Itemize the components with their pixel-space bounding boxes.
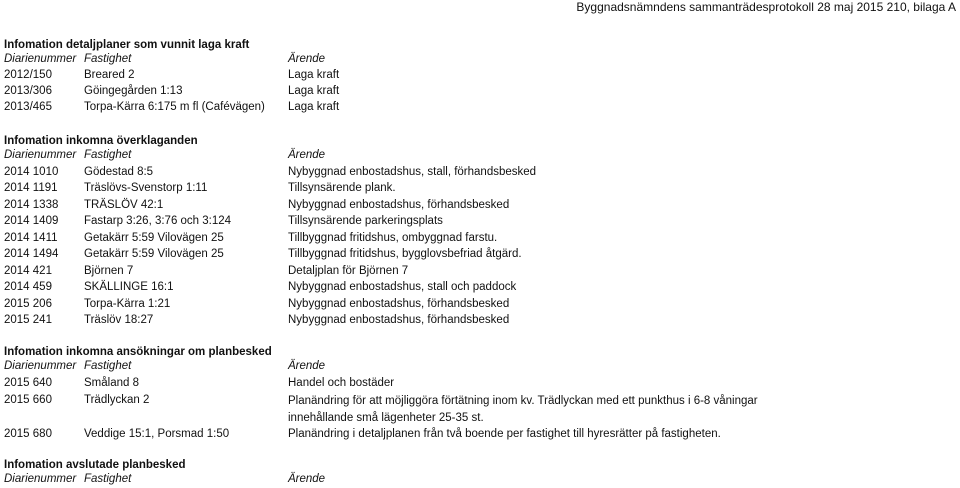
section-title: Infomation avslutade planbesked xyxy=(4,459,186,471)
col-arende: Ärende xyxy=(288,360,326,372)
cell-fastighet: Gödestad 8:5 xyxy=(84,165,154,178)
cell-fastighet: SKÄLLINGE 16:1 xyxy=(84,281,174,293)
cell-diarienummer: 2015 660 xyxy=(4,394,52,406)
cell-fastighet: Torpa-Kärra 1:21 xyxy=(84,297,171,310)
col-diarienummer: Diarienummer xyxy=(4,473,77,485)
cell-diarienummer: 2014 1191 xyxy=(4,182,58,194)
cell-arende: Planändring i detaljplanen från två boende per fastighet till hyresrätter på fastigheten. xyxy=(288,428,721,440)
cell-diarienummer: 2014 1010 xyxy=(4,165,59,178)
cell-diarienummer: 2015 206 xyxy=(4,297,52,310)
table-row xyxy=(4,198,954,215)
section-title: Infomation inkomna överklaganden xyxy=(4,135,198,147)
col-fastighet: Fastighet xyxy=(84,149,132,161)
cell-fastighet: Björnen 7 xyxy=(84,264,134,277)
section-overklaganden xyxy=(4,134,954,330)
cell-arende: Laga kraft xyxy=(288,85,340,97)
col-fastighet: Fastighet xyxy=(84,473,132,485)
table-row xyxy=(4,231,954,248)
table-row xyxy=(4,214,954,231)
cell-diarienummer: 2014 1411 xyxy=(4,231,58,244)
cell-arende: Laga kraft xyxy=(288,69,340,81)
cell-fastighet: TRÄSLÖV 42:1 xyxy=(84,198,164,211)
cell-arende: Tillsynsärende parkeringsplats xyxy=(288,215,443,227)
table-row xyxy=(4,181,954,198)
table-row xyxy=(4,247,954,264)
cell-diarienummer: 2014 1409 xyxy=(4,215,59,227)
cell-fastighet: Veddige 15:1, Porsmad 1:50 xyxy=(84,428,230,440)
cell-fastighet: Getakärr 5:59 Vilovägen 25 xyxy=(84,231,224,244)
cell-arende: Handel och bostäder xyxy=(288,377,395,389)
cell-diarienummer: 2013/306 xyxy=(4,85,52,97)
table-row xyxy=(4,68,954,84)
cell-arende: Detaljplan för Björnen 7 xyxy=(288,264,409,277)
table-row xyxy=(4,100,954,116)
section-ansokningar-planbesked xyxy=(4,345,954,444)
col-diarienummer: Diarienummer xyxy=(4,53,77,65)
cell-diarienummer: 2015 241 xyxy=(4,314,52,326)
column-header-row xyxy=(4,472,954,488)
section-detaljplaner-laga-kraft xyxy=(4,38,954,116)
table-row xyxy=(4,376,954,393)
column-header-row xyxy=(4,148,954,165)
cell-diarienummer: 2014 421 xyxy=(4,264,52,277)
cell-fastighet: Getakärr 5:59 Vilovägen 25 xyxy=(84,248,224,260)
section-avslutade-planbesked xyxy=(4,458,954,488)
cell-arende: Nybyggnad enbostadshus, förhandsbesked xyxy=(288,314,510,326)
cell-arende: Tillbyggnad fritidshus, ombyggnad farstu. xyxy=(288,231,498,244)
table-row xyxy=(4,84,954,100)
cell-diarienummer: 2012/150 xyxy=(4,69,52,81)
cell-fastighet: Småland 8 xyxy=(84,377,139,389)
table-row xyxy=(4,280,954,297)
document-header: Byggnadsnämndens sammanträdesprotokoll 28 maj 2015 210, bilaga A xyxy=(576,0,956,14)
cell-arende: Tillsynsärende plank. xyxy=(288,182,396,194)
col-fastighet: Fastighet xyxy=(84,360,132,372)
table-row xyxy=(4,427,954,444)
col-arende: Ärende xyxy=(288,149,326,161)
cell-fastighet: Träslöv 18:27 xyxy=(84,314,154,326)
column-header-row xyxy=(4,359,954,376)
cell-fastighet: Fastarp 3:26, 3:76 och 3:124 xyxy=(84,215,232,227)
col-diarienummer: Diarienummer xyxy=(4,360,77,372)
section-title: Infomation inkomna ansökningar om planbesked xyxy=(4,346,272,358)
section-title: Infomation detaljplaner som vunnit laga kraft xyxy=(4,39,250,51)
cell-arende: Laga kraft xyxy=(288,101,340,113)
cell-diarienummer: 2014 1494 xyxy=(4,248,59,260)
cell-fastighet: Torpa-Kärra 6:175 m fl (Cafévägen) xyxy=(84,101,265,113)
cell-fastighet: Träslövs-Svenstorp 1:11 xyxy=(84,182,208,194)
cell-diarienummer: 2014 1338 xyxy=(4,198,59,211)
cell-arende: Planändring för att möjliggöra förtätning inom kv. Trädlyckan med ett punkthus i 6-8 våningar innehållande små lägenheter 25-35 st. xyxy=(288,395,758,424)
cell-arende: Nybyggnad enbostadshus, stall och paddock xyxy=(288,281,517,293)
cell-arende: Nybyggnad enbostadshus, förhandsbesked xyxy=(288,297,510,310)
cell-fastighet: Göingegården 1:13 xyxy=(84,85,183,97)
table-row xyxy=(4,313,954,330)
cell-arende: Nybyggnad enbostadshus, förhandsbesked xyxy=(288,198,510,211)
cell-fastighet: Breared 2 xyxy=(84,69,135,81)
table-row xyxy=(4,264,954,281)
col-fastighet: Fastighet xyxy=(84,53,132,65)
table-row xyxy=(4,393,954,427)
col-arende: Ärende xyxy=(288,53,326,65)
cell-diarienummer: 2013/465 xyxy=(4,101,52,113)
cell-fastighet: Trädlyckan 2 xyxy=(84,394,150,406)
table-row xyxy=(4,297,954,314)
cell-diarienummer: 2015 680 xyxy=(4,428,52,440)
cell-diarienummer: 2015 640 xyxy=(4,377,52,389)
cell-diarienummer: 2014 459 xyxy=(4,281,52,293)
table-row xyxy=(4,165,954,182)
col-diarienummer: Diarienummer xyxy=(4,149,77,161)
column-header-row xyxy=(4,52,954,68)
cell-arende: Nybyggnad enbostadshus, stall, förhandsbesked xyxy=(288,165,537,178)
cell-arende: Tillbyggnad fritidshus, bygglovsbefriad åtgärd. xyxy=(288,248,522,260)
col-arende: Ärende xyxy=(288,473,326,485)
